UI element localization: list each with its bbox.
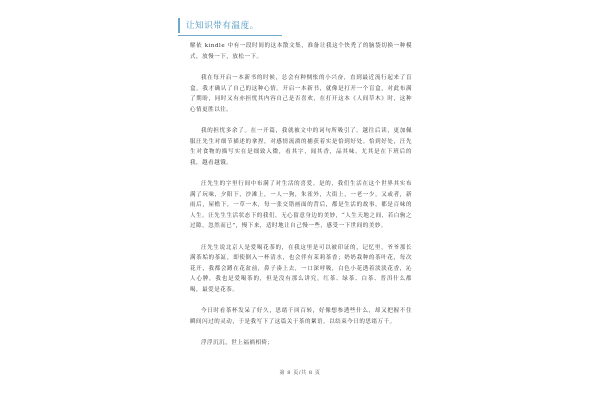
header-title: 让知识带有温度。 (186, 21, 259, 31)
document-body (190, 41, 412, 360)
header-divider (178, 35, 282, 36)
header-accent-bar (178, 18, 180, 33)
page-number: 第 8 页/共 8 页 (279, 370, 321, 376)
paragraph: 浮浮沉沉，世上福祸相倚； (201, 340, 274, 346)
paragraph: 解依 kindle 中有一段时间的这本散文集，准备让我这个快秃了的脑袋切换一种模式，放慢一下，放松一下。 (190, 43, 412, 60)
paragraph: 我在每开启一本新书的时候，总会有种惆怅的小兴奋，直到最近流行起来了盲盒，我才确认了自己的这种心情。开启一本新书，就像是打开一个盲盒，对此布满了期盼，同时又有亦担忧其内容自己是否喜欢，在打开这本《人间草木》时，这种心情更胜以往。 (190, 75, 412, 113)
paragraph: 我的担忧多余了。在一开篇，我就被文中的词句所吸引了。越往后读，更加佩服汪先生对细节描述的拿捏，对感情流淌的捕获着实是恰到好处。恰到好处，汪先生对食物的描写实在是细致入微，看其字，闻其香，品其味，尤其是在下班后的我，越看越饿。 (190, 128, 412, 166)
paragraph: 汪先生说北京人是爱喝花茶的，在我这里是可以被印证的，记忆里，爷爷那长满茶垢的茶缸，即使倒入一杯清水，也会伴有茉莉茶香；奶奶栽种的茶叶花，每次花开，我都会蹲在花盆前，鼻子凑上去，一口深呼吸，白色小花透着淡淡花香，沁人心脾，我也是爱喝茶的，但是没有那么讲究，红茶、绿茶、白茶、普洱什么都喝，最爱是花茶。 (190, 244, 412, 293)
paragraph: 汪先生的字里行间中布满了对生活的喜爱。是的，我们生活在这个世界其实布满了玩味，夕阳下，沙滩上，一人一狗，朱雀外，大街上，一老一少，又或者，新雨后，屋檐下，一草一木，每一张交错画面的背后，都是生活的故事，都是百味的人生。汪先生生活状态下的我们，无心留意身边的美妙，“人生天地之间，若白驹之过隙，忽然而已”，慢下来，适时地让自己慢一些，感受一下世间的美妙。 (190, 181, 412, 229)
page-header (178, 17, 259, 33)
paragraph: 今日时看茶杯发呆了好久，思绪千回百转，好像想参透些什么，却又把握不住瞬间闪过的灵动，于是我写下了这篇关于茶的絮语，以结束今日的思绪万千。 (190, 308, 412, 325)
